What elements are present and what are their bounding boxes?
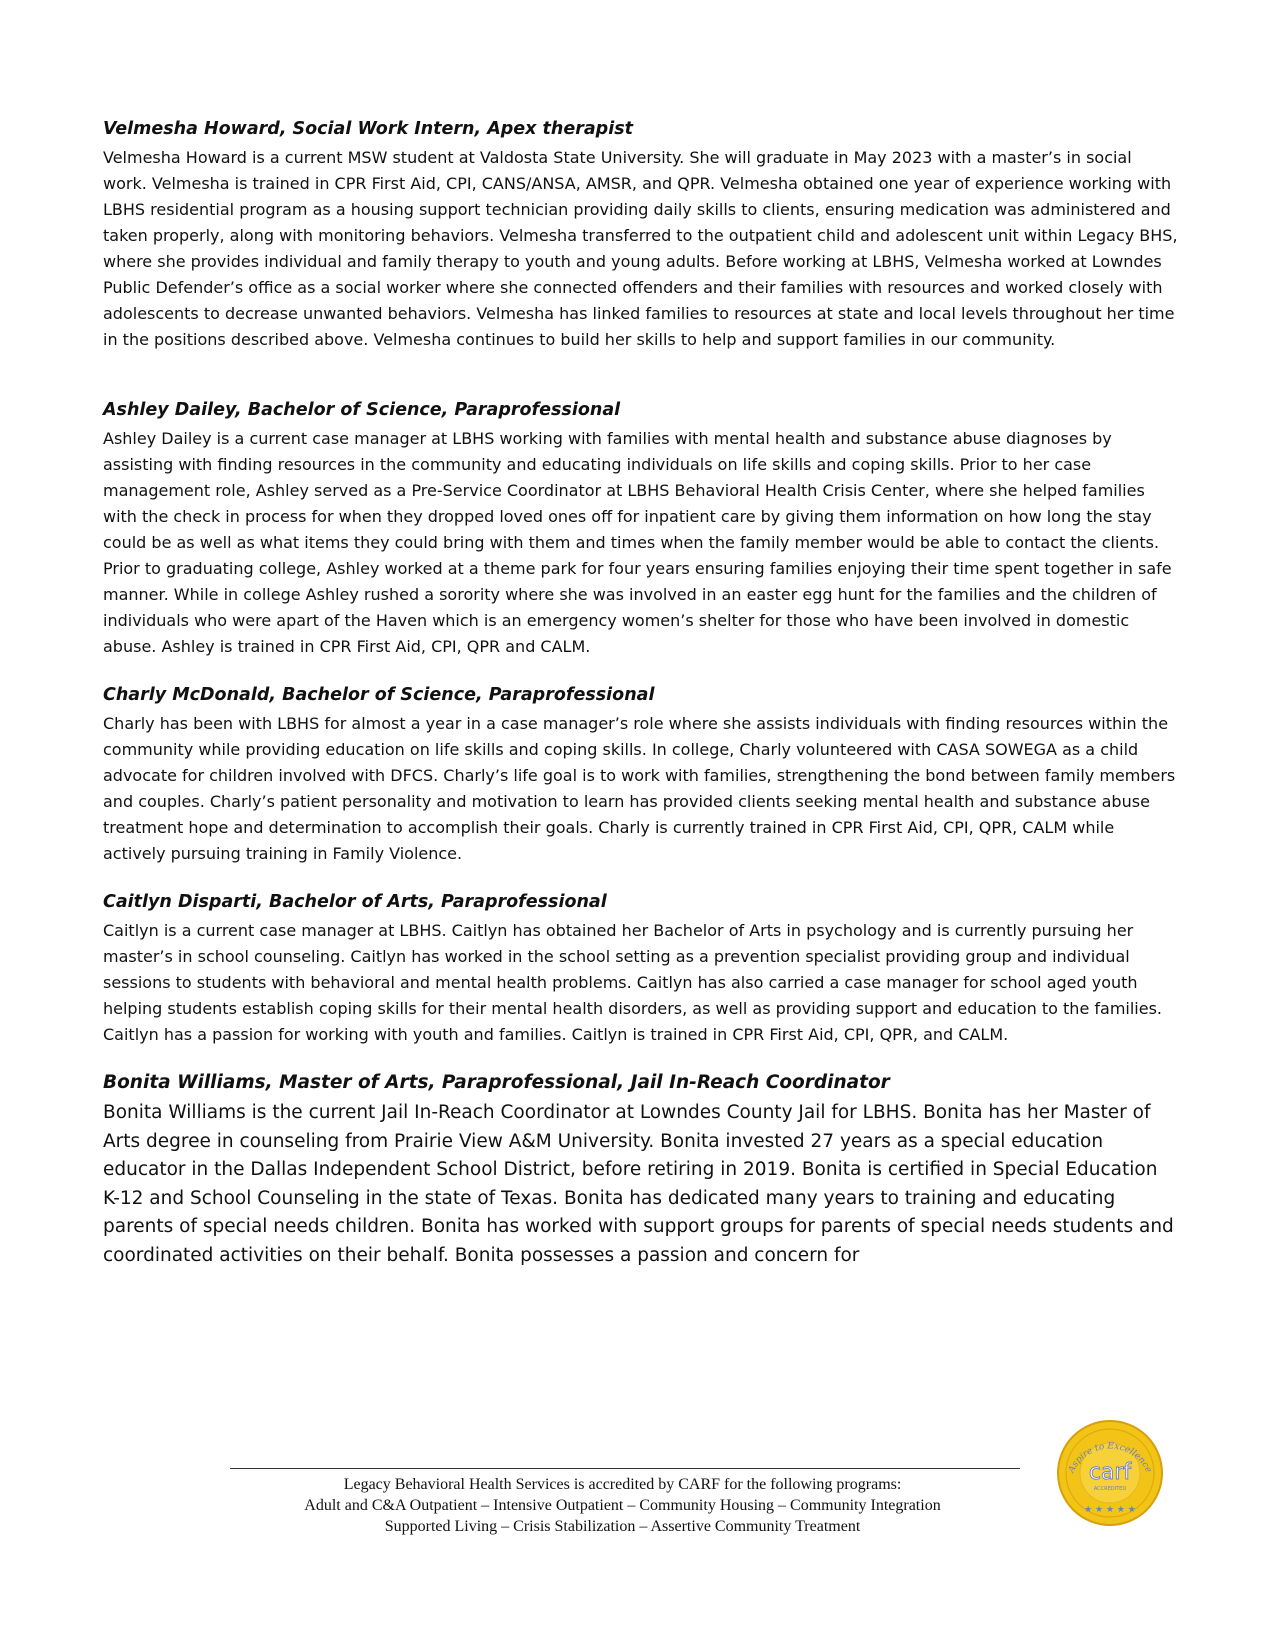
carf-accreditation-seal-icon	[1050, 1416, 1170, 1526]
bio-heading: Velmesha Howard, Social Work Intern, Apex therapist	[103, 119, 633, 139]
section-spacer	[103, 1048, 1178, 1070]
bio-body: Ashley Dailey is a current case manager at LBHS working with families with mental health and substance abuse diagnoses by assisting with finding resources in the community and educating individuals on life skills and coping skills. Prior to her case management role, Ashley served as a Pre-Service Coordinator at LBHS Behavioral Health Crisis Center, where she helped families with the check in process for when they dropped loved ones off for inpatient care by giving them information on how long the stay could be as well as what items they could bring with them and times when the family member would be able to contact the clients. Prior to graduating college, Ashley worked at a theme park for four years ensuring families enjoying their time spent together in safe manner. While in college Ashley rushed a sorority where she was involved in an easter egg hunt for the families and the children of individuals who were apart of the Haven which is an emergency women’s shelter for those who have been involved in domestic abuse. Ashley is trained in CPR First Aid, CPI, QPR and CALM.	[103, 429, 1172, 656]
seal-arc-text: Aspire to Excellence	[1066, 1441, 1154, 1475]
footer-line-2: Adult and C&A Outpatient – Intensive Outpatient – Community Housing – Community Integration	[304, 1497, 941, 1514]
section-spacer	[103, 867, 1178, 889]
bio-heading: Bonita Williams, Master of Arts, Paraprofessional, Jail In-Reach Coordinator	[103, 1072, 890, 1093]
bio-heading: Ashley Dailey, Bachelor of Science, Paraprofessional	[103, 400, 621, 420]
bio-bonita-williams	[103, 1070, 1178, 1270]
section-spacer	[103, 353, 1178, 397]
bio-body: Charly has been with LBHS for almost a year in a case manager’s role where she assists individuals with finding resources within the community while providing education on life skills and coping skills. In college, Charly volunteered with CASA SOWEGA as a child advocate for children involved with DFCS. Charly’s life goal is to work with families, strengthening the bond between family members and couples. Charly’s patient personality and motivation to learn has provided clients seeking mental health and substance abuse treatment hope and determination to accomplish their goals. Charly is currently trained in CPR First Aid, CPI, QPR, CALM while actively pursuing training in Family Violence.	[103, 714, 1176, 863]
footer-line-3: Supported Living – Crisis Stabilization – Assertive Community Treatment	[384, 1518, 861, 1535]
bio-body: Velmesha Howard is a current MSW student at Valdosta State University. She will graduate in May 2023 with a master’s in social work. Velmesha is trained in CPR First Aid, CPI, CANS/ANSA, AMSR, and QPR. Velmesha obtained one year of experience working with LBHS residential program as a housing support technician providing daily skills to clients, ensuring medication was administered and taken properly, along with monitoring behaviors. Velmesha transferred to the outpatient child and adolescent unit within Legacy BHS, where she provides individual and family therapy to youth and young adults. Before working at LBHS, Velmesha worked at Lowndes Public Defender’s office as a social worker where she connected offenders and their families with resources and worked closely with adolescents to decrease unwanted behaviors. Velmesha has linked families to resources at state and local levels throughout her time in the positions described above. Velmesha continues to build her skills to help and support families in our community.	[103, 148, 1178, 349]
seal-stars: ★ ★ ★ ★ ★	[1084, 1505, 1136, 1515]
bio-charly-mcdonald	[103, 682, 1178, 867]
bio-heading: Charly McDonald, Bachelor of Science, Paraprofessional	[103, 685, 655, 705]
seal-sub-text: ACCREDITED	[1093, 1486, 1127, 1492]
bio-heading: Caitlyn Disparti, Bachelor of Arts, Paraprofessional	[103, 892, 607, 912]
footer-line-1: Legacy Behavioral Health Services is accredited by CARF for the following programs:	[343, 1476, 902, 1493]
bio-velmesha-howard	[103, 116, 1178, 353]
bio-body: Bonita Williams is the current Jail In-Reach Coordinator at Lowndes County Jail for LBHS. Bonita has her Master of Arts degree in counseling from Prairie View A&M University. Bonita invested 27 years as a special education educator in the Dallas Independent School District, before retiring in 2019. Bonita is certified in Special Education K-12 and School Counseling in the state of Texas. Bonita has dedicated many years to training and educating parents of special needs children. Bonita has worked with support groups for parents of special needs students and coordinated activities on their behalf. Bonita possesses a passion and concern for	[103, 1102, 1174, 1266]
staff-bios	[103, 116, 1178, 1270]
footer-divider	[230, 1468, 1020, 1469]
section-spacer	[103, 660, 1178, 682]
seal-logo-text: carf	[1088, 1460, 1132, 1485]
bio-caitlyn-disparti	[103, 889, 1178, 1048]
bio-body: Caitlyn is a current case manager at LBHS. Caitlyn has obtained her Bachelor of Arts in psychology and is currently pursuing her master’s in school counseling. Caitlyn has worked in the school setting as a prevention specialist providing group and individual sessions to students with behavioral and mental health problems. Caitlyn has also carried a case manager for school aged youth helping students establish coping skills for their mental health disorders, as well as providing support and education to the families. Caitlyn has a passion for working with youth and families. Caitlyn is trained in CPR First Aid, CPI, QPR, and CALM.	[103, 921, 1162, 1044]
bio-ashley-dailey	[103, 397, 1178, 660]
